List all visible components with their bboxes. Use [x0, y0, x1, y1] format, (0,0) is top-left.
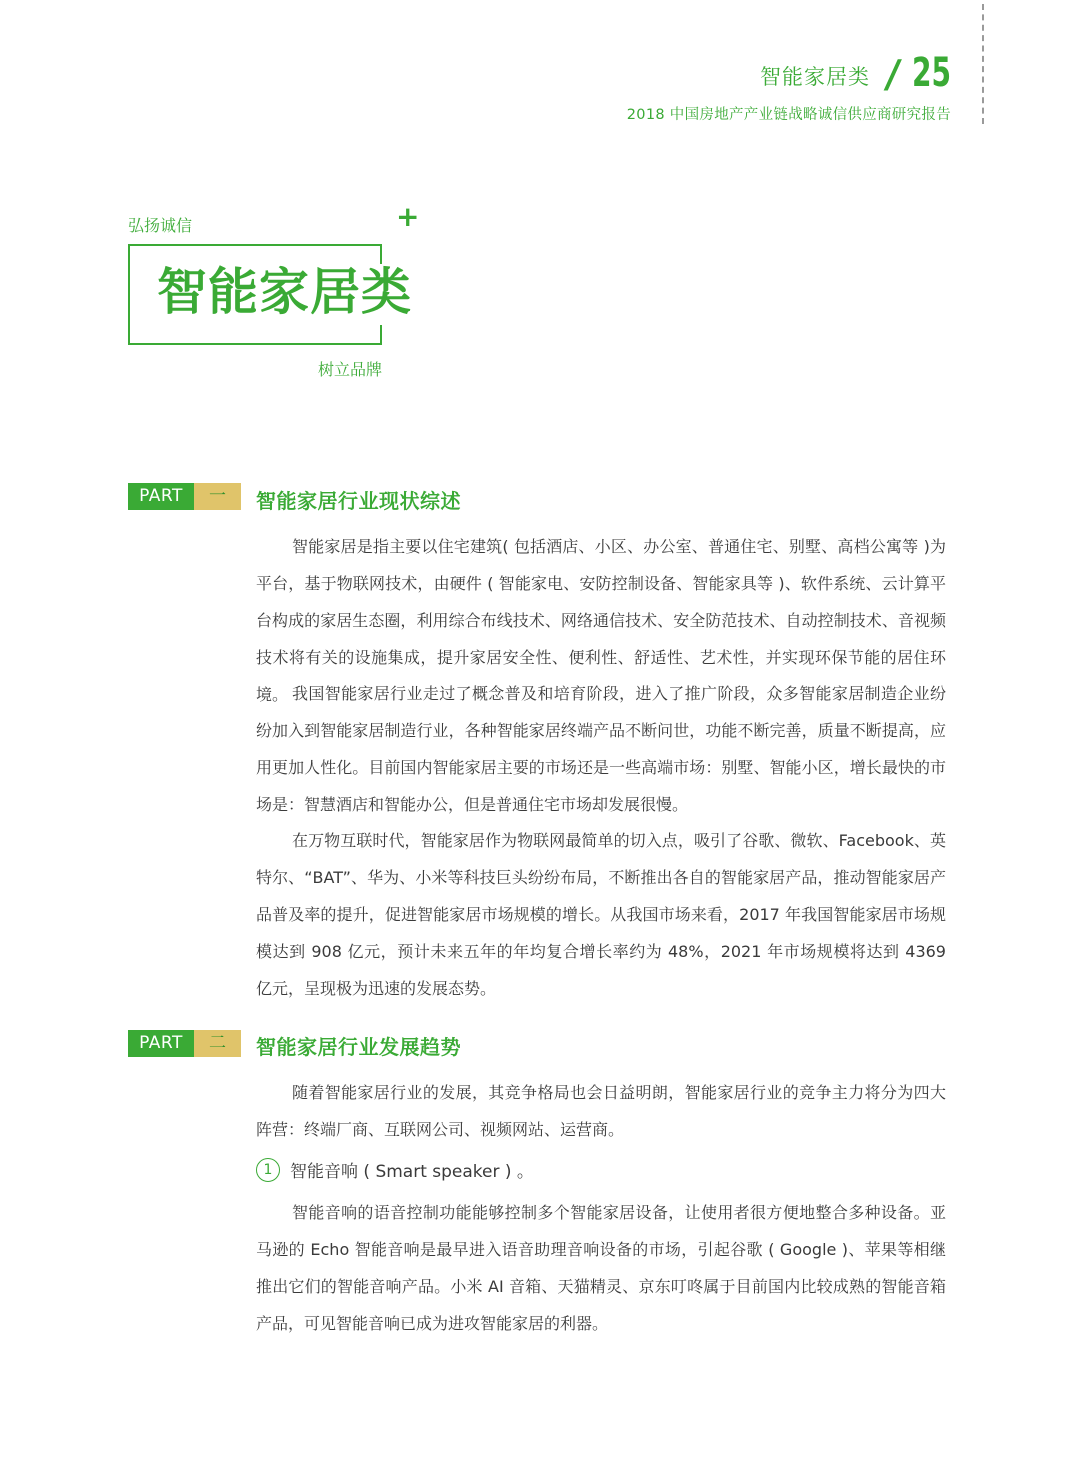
part-label: PART	[128, 1030, 194, 1057]
header-subtitle: 2018 中国房地产产业链战略诚信供应商研究报告	[626, 107, 951, 123]
title-frame-corner-top	[380, 244, 382, 264]
page-number: 25	[912, 50, 952, 96]
part-one-badge	[128, 483, 241, 510]
paragraph: 智能家居是指主要以住宅建筑( 包括酒店、小区、办公室、普通住宅、别墅、高档公寓等 )为平台，基于物联网技术，由硬件 ( 智能家电、安防控制设备、智能家具等 )、软件系统、云计算平台构成的家居生态圈，利用综合布线技术、网络通信技术、安全防范技术、自动控制技术、音视频技术将有关的设施集成，提升家居安全性、便利性、舒适性、艺术性，并实现环保节能的居住环境。	[256, 537, 946, 704]
paragraph: 智能音响的语音控制功能能够控制多个智能家居设备，让使用者很方便地整合多种设备。亚马逊的 Echo 智能音响是最早进入语音助理音响设备的市场，引起谷歌 ( Google )、苹果等相继推出它们的智能音响产品。小米 AI 音箱、天猫精灵、京东叮咚属于目前国内比较成熟的智能音箱产品，可见智能音响已成为进攻智能家居的利器。	[256, 1203, 946, 1333]
part-two-badge	[128, 1030, 241, 1057]
page-title: 智能家居类	[157, 263, 412, 321]
part-two-title: 智能家居行业发展趋势	[256, 1035, 461, 1059]
header-slash: /	[882, 52, 903, 96]
title-bottom-label: 树立品牌	[318, 360, 383, 379]
part-number: 一	[194, 483, 241, 510]
title-frame-corner-bottom	[380, 325, 382, 345]
list-item	[256, 1157, 534, 1182]
plus-icon: +	[396, 200, 420, 233]
title-top-label: 弘扬诚信	[128, 216, 193, 235]
header-category: 智能家居类	[760, 65, 870, 89]
part-number: 二	[194, 1030, 241, 1057]
paragraph: 我国智能家居行业走过了概念普及和培育阶段，进入了推广阶段，众多智能家居制造企业纷纷加入到智能家居制造行业，各种智能家居终端产品不断问世，功能不断完善，质量不断提高，应用更加人性化。目前国内智能家居主要的市场还是一些高端市场：别墅、智能小区，增长最快的市场是：智慧酒店和智能办公，但是普通住宅市场却发展很慢。	[256, 684, 946, 814]
paragraph: 随着智能家居行业的发展，其竞争格局也会日益明朗，智能家居行业的竞争主力将分为四大阵营：终端厂商、互联网公司、视频网站、运营商。	[256, 1083, 946, 1139]
header-dashed-rule	[982, 4, 984, 124]
part-label: PART	[128, 483, 194, 510]
part-one-title: 智能家居行业现状综述	[256, 489, 461, 513]
paragraph: 在万物互联时代，智能家居作为物联网最简单的切入点，吸引了谷歌、微软、Facebook、英特尔、“BAT”、华为、小米等科技巨头纷纷布局，不断推出各自的智能家居产品，推动智能家居产品普及率的提升，促进智能家居市场规模的增长。从我国市场来看，2017 年我国智能家居市场规模达到 908 亿元，预计未来五年的年均复合增长率约为 48%，2021 年市场规模将达到 4369 亿元，呈现极为迅速的发展态势。	[256, 831, 946, 998]
item-number-badge: 1	[256, 1158, 280, 1182]
item-label: 智能音响 ( Smart speaker ) 。	[290, 1162, 534, 1182]
